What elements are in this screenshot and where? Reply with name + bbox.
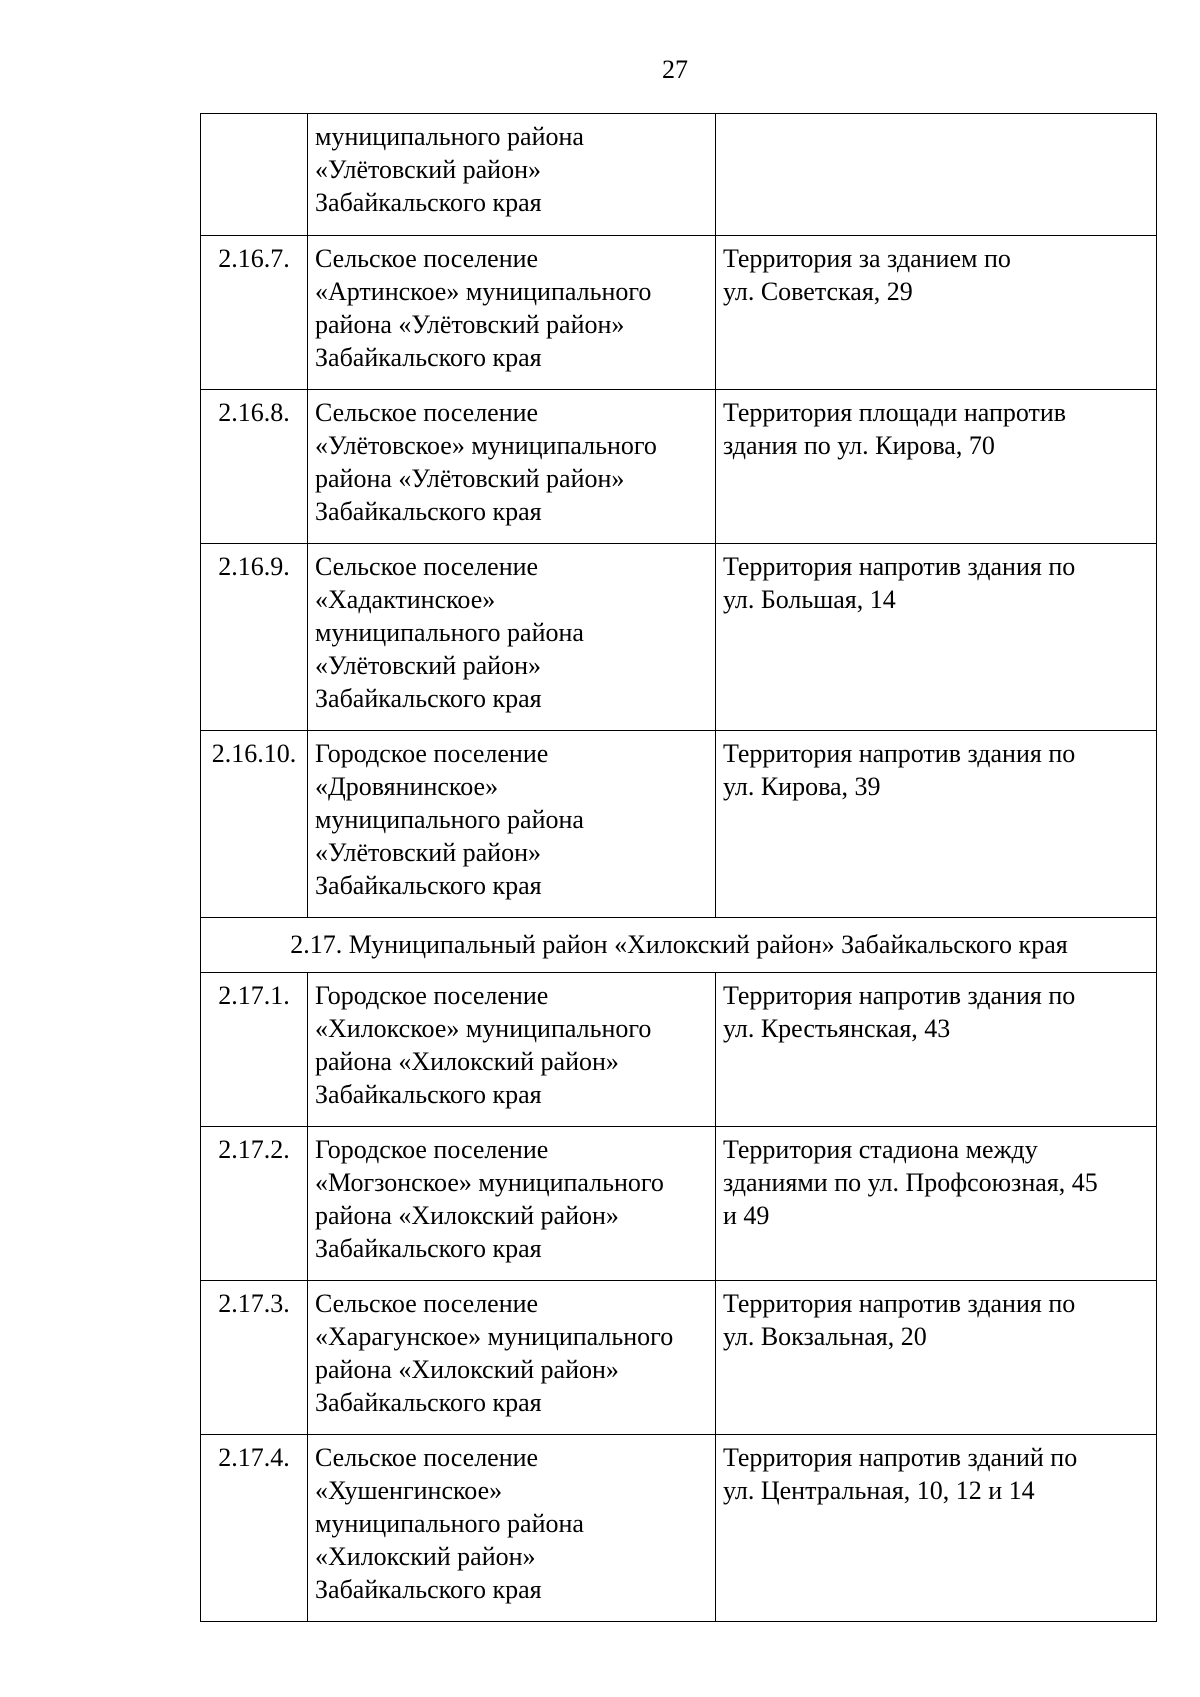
row-number: 2.16.9. xyxy=(201,544,308,731)
settlement-name: Городское поселение «Могзонское» муниципального района «Хилокский район» Забайкальского края xyxy=(308,1127,716,1281)
settlement-name: муниципального района «Улётовский район» Забайкальского края xyxy=(308,114,716,236)
row-number: 2.17.1. xyxy=(201,973,308,1127)
location-description: Территория площади напротив здания по ул. Кирова, 70 xyxy=(716,390,1157,544)
row-number: 2.16.7. xyxy=(201,236,308,390)
location-description: Территория стадиона между зданиями по ул. Профсоюзная, 45 и 49 xyxy=(716,1127,1157,1281)
table-row xyxy=(201,1435,1157,1622)
row-number: 2.16.8. xyxy=(201,390,308,544)
location-description: Территория напротив здания по ул. Вокзальная, 20 xyxy=(716,1281,1157,1435)
location-description: Территория напротив здания по ул. Большая, 14 xyxy=(716,544,1157,731)
location-description: Территория напротив зданий по ул. Центральная, 10, 12 и 14 xyxy=(716,1435,1157,1622)
settlement-name: Сельское поселение «Харагунское» муниципального района «Хилокский район» Забайкальского края xyxy=(308,1281,716,1435)
table-row xyxy=(201,1281,1157,1435)
table-row xyxy=(201,236,1157,390)
settlement-name: Городское поселение «Хилокское» муниципального района «Хилокский район» Забайкальского края xyxy=(308,973,716,1127)
section-row xyxy=(201,918,1157,973)
page-number: 27 xyxy=(662,55,688,84)
table-row xyxy=(201,114,1157,236)
row-number: 2.16.10. xyxy=(201,731,308,918)
table-row xyxy=(201,390,1157,544)
row-number: 2.17.3. xyxy=(201,1281,308,1435)
settlement-name: Сельское поселение «Хадактинское» муниципального района «Улётовский район» Забайкальского края xyxy=(308,544,716,731)
location-description: Территория напротив здания по ул. Кирова, 39 xyxy=(716,731,1157,918)
section-heading: 2.17. Муниципальный район «Хилокский район» Забайкальского края xyxy=(201,918,1157,973)
settlement-name: Сельское поселение «Хушенгинское» муниципального района «Хилокский район» Забайкальского края xyxy=(308,1435,716,1622)
row-number xyxy=(201,114,308,236)
location-description: Территория напротив здания по ул. Крестьянская, 43 xyxy=(716,973,1157,1127)
row-number: 2.17.2. xyxy=(201,1127,308,1281)
settlements-table xyxy=(200,113,1157,1622)
settlement-name: Городское поселение «Дровянинское» муниципального района «Улётовский район» Забайкальского края xyxy=(308,731,716,918)
table-row xyxy=(201,1127,1157,1281)
settlement-name: Сельское поселение «Улётовское» муниципального района «Улётовский район» Забайкальского края xyxy=(308,390,716,544)
table-row xyxy=(201,973,1157,1127)
location-description xyxy=(716,114,1157,236)
settlement-name: Сельское поселение «Артинское» муниципального района «Улётовский район» Забайкальского края xyxy=(308,236,716,390)
table-row xyxy=(201,731,1157,918)
table-row xyxy=(201,544,1157,731)
location-description: Территория за зданием по ул. Советская, 29 xyxy=(716,236,1157,390)
row-number: 2.17.4. xyxy=(201,1435,308,1622)
